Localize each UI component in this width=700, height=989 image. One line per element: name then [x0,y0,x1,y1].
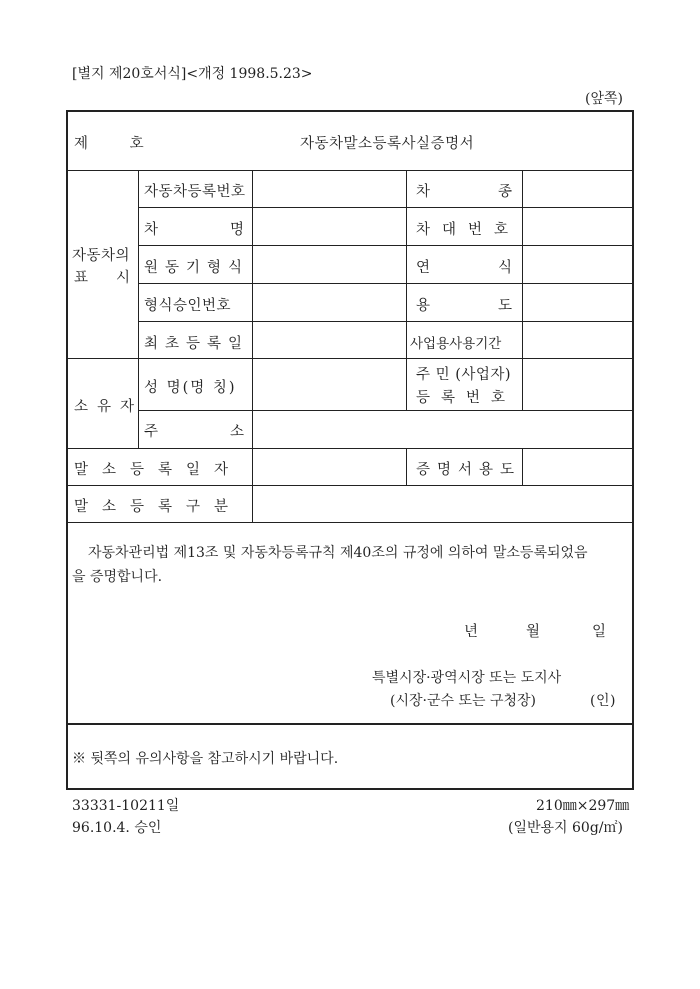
row-divider [68,485,634,486]
date-month-label: 월 [526,624,541,640]
first-registration-label: 최초등록일 [144,336,250,352]
vehicle-name-label [144,218,244,239]
label-char: 차 [144,222,159,238]
chassis-number-label: 차대번호 [416,222,521,238]
business-use-period-label: 사업용사용기간 [410,336,502,352]
usage-label [416,294,512,315]
label-char: 도 [497,298,512,314]
statement-text-line2: 을 증명합니다. [72,569,163,585]
registration-number-label: 자동차등록번호 [144,184,246,200]
row-divider [68,358,634,359]
resident-number-label-line2: 등록번호 [416,390,517,406]
owner-name-label: 성 명(명 칭) [144,380,237,396]
section-divider [68,723,634,725]
label-text: 시 [115,270,130,286]
notice-text: ※ 뒷쪽의 유의사항을 참고하시기 바랍니다. [72,751,339,767]
label-char: 용 [416,298,431,314]
label-char: 소 [229,424,244,440]
model-year-label [416,256,512,277]
column-divider [406,170,407,410]
owner-section-label: 소유자 [74,399,144,415]
engine-type-label: 원동기형식 [144,260,250,276]
label-char: 주 [144,424,159,440]
label-char: 종 [497,184,512,200]
form-code: 33331-10211일 [72,798,180,814]
statement-text: 자동차관리법 제13조 및 자동차등록규칙 제40조의 규정에 의하여 말소등록되었음 [88,545,588,561]
vehicle-type-label [416,180,512,201]
row-divider [138,283,634,284]
resident-number-label: 주 민 (사업자) [416,367,512,383]
row-divider [138,321,634,322]
row-divider [68,522,634,523]
paper-size: 210㎜×297㎜ [536,798,630,814]
certificate-purpose-label: 증명서용도 [416,462,522,478]
row-divider [68,448,634,449]
paper-type: (일반용지 60g/㎡) [508,820,623,836]
row-divider [138,245,634,246]
label-text: 표 [74,270,89,286]
label-char: 차 [416,184,431,200]
certificate-number-label: 제 호 [74,136,145,152]
row-divider [138,207,634,208]
column-divider [522,448,523,485]
label-char: 명 [229,222,244,238]
issuer-title: 특별시장·광역시장 또는 도지사 [372,670,562,686]
label-char: 식 [497,260,512,276]
row-divider [68,170,634,171]
label-char: 연 [416,260,431,276]
cancellation-type-label: 말소등록구분 [74,499,243,515]
address-label [144,420,244,441]
vehicle-section-label: 자동차의 [72,248,131,264]
column-divider [522,170,523,410]
certificate-form [66,110,634,790]
form-number: [별지 제20호서식]<개정 1998.5.23> [72,66,313,82]
date-day-label: 일 [592,624,607,640]
seal-label: (인) [590,693,616,709]
cancellation-date-label: 말소등록일자 [74,462,243,478]
page-title: 자동차말소등록사실증명서 [300,136,475,152]
column-divider [252,170,253,522]
approval-date: 96.10.4. 승인 [72,820,162,836]
row-divider [138,410,634,411]
issuer-title-line2: (시장·군수 또는 구청장) [390,693,536,709]
vehicle-section-label-line2 [74,266,130,287]
type-approval-label: 형식승인번호 [144,298,232,314]
page-side-label: (앞쪽) [585,91,623,107]
column-divider [406,448,407,485]
date-year-label: 년 [464,624,479,640]
